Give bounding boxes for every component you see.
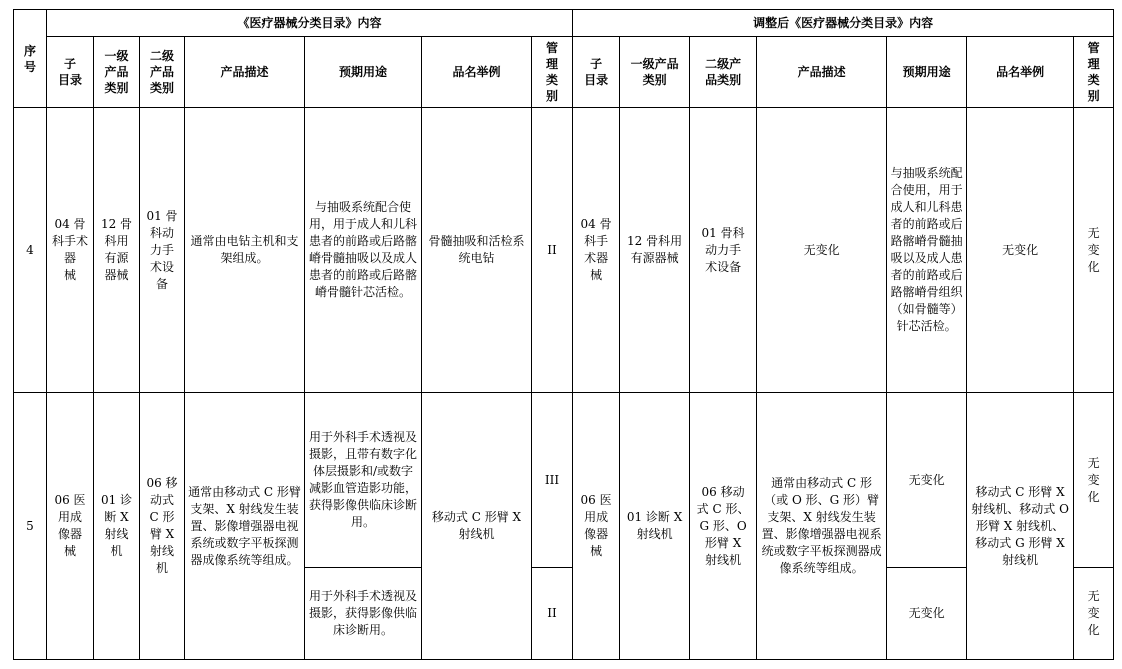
header-seq: 序 号: [14, 10, 47, 108]
cell-level2: 01 骨 科动 力手 术设 备: [140, 108, 185, 393]
row-seq: 4: [14, 108, 47, 393]
cell-intended-use: 与抽吸系统配合使用，用于成人和儿科患者的前路或后路髂嵴骨髓抽吸以及成人患者的前路或后路髂嵴骨髓针芯活检。: [305, 108, 422, 393]
cell-mgmt-class-adj-1: 无 变 化: [1074, 393, 1114, 568]
header-level2-adj: 二级产 品类别: [690, 37, 757, 108]
classification-comparison-table: [13, 9, 1114, 660]
cell-sub-catalog: 04 骨 科手术器 械: [47, 108, 94, 393]
header-description-adj: 产品描述: [757, 37, 887, 108]
header-mgmt-class-adj: 管 理 类 别: [1074, 37, 1114, 108]
header-examples-adj: 品名举例: [967, 37, 1074, 108]
header-mgmt-class: 管 理 类 别: [532, 37, 573, 108]
cell-description: 通常由移动式 C 形臂支架、X 射线发生装置、影像增强器电视系统或数字平板探测器成像系统等组成。: [185, 393, 305, 660]
table-row: [14, 393, 1114, 568]
cell-examples-adj: 无变化: [967, 108, 1074, 393]
cell-level2-adj: 06 移动 式 C 形、 G 形、O 形臂 X 射线机: [690, 393, 757, 660]
header-level1: 一级 产品 类别: [94, 37, 140, 108]
cell-mgmt-class-adj: 无 变 化: [1074, 108, 1114, 393]
cell-intended-use-1: 用于外科手术透视及摄影，且带有数字化体层摄影和/或数字减影血管造影功能，获得影像供临床诊断用。: [305, 393, 422, 568]
cell-intended-use-adj: 与抽吸系统配合使用，用于成人和儿科患者的前路或后路髂嵴骨髓抽吸以及成人患者的前路或后路髂嵴骨组织（如骨髓等）针芯活检。: [887, 108, 967, 393]
cell-sub-catalog-adj: 06 医 用成 像器 械: [573, 393, 620, 660]
cell-mgmt-class: II: [532, 108, 573, 393]
table-row: [14, 108, 1114, 393]
header-intended-use: 预期用途: [305, 37, 422, 108]
cell-examples: 移动式 C 形臂 X 射线机: [422, 393, 532, 660]
cell-level2-adj: 01 骨科 动力手 术设备: [690, 108, 757, 393]
header-intended-use-adj: 预期用途: [887, 37, 967, 108]
header-level2: 二级 产品 类别: [140, 37, 185, 108]
header-original-catalog: 《医疗器械分类目录》内容: [47, 10, 573, 37]
header-level1-adj: 一级产品 类别: [620, 37, 690, 108]
cell-level2: 06 移 动式 C 形 臂 X 射线 机: [140, 393, 185, 660]
cell-description-adj: 通常由移动式 C 形（或 O 形、G 形）臂支架、X 射线发生装置、影像增强器电视系统或数字平板探测器成像系统等组成。: [757, 393, 887, 660]
cell-mgmt-class-1: III: [532, 393, 573, 568]
cell-mgmt-class-2: II: [532, 568, 573, 660]
cell-level1-adj: 01 诊断 X 射线机: [620, 393, 690, 660]
cell-intended-use-adj-2: 无变化: [887, 568, 967, 660]
cell-description-adj: 无变化: [757, 108, 887, 393]
header-sub-catalog-adj: 子 目录: [573, 37, 620, 108]
cell-description: 通常由电钻主机和支架组成。: [185, 108, 305, 393]
cell-mgmt-class-adj-2: 无 变 化: [1074, 568, 1114, 660]
cell-examples: 骨髓抽吸和活检系统电钻: [422, 108, 532, 393]
header-description: 产品描述: [185, 37, 305, 108]
header-row-group: [14, 10, 1114, 37]
cell-intended-use-2: 用于外科手术透视及摄影，获得影像供临床诊断用。: [305, 568, 422, 660]
row-seq: 5: [14, 393, 47, 660]
cell-sub-catalog: 06 医 用成 像器 械: [47, 393, 94, 660]
cell-level1-adj: 12 骨科用 有源器械: [620, 108, 690, 393]
header-adjusted-catalog: 调整后《医疗器械分类目录》内容: [573, 10, 1114, 37]
header-row-columns: [14, 37, 1114, 108]
classification-table-wrapper: [13, 9, 1114, 660]
cell-level1: 01 诊 断 X 射线 机: [94, 393, 140, 660]
cell-sub-catalog-adj: 04 骨 科手 术器 械: [573, 108, 620, 393]
header-sub-catalog: 子 目录: [47, 37, 94, 108]
cell-level1: 12 骨 科用 有源 器械: [94, 108, 140, 393]
cell-intended-use-adj-1: 无变化: [887, 393, 967, 568]
header-examples: 品名举例: [422, 37, 532, 108]
cell-examples-adj: 移动式 C 形臂 X 射线机、移动式 O 形臂 X 射线机、移动式 G 形臂 X 射线机: [967, 393, 1074, 660]
